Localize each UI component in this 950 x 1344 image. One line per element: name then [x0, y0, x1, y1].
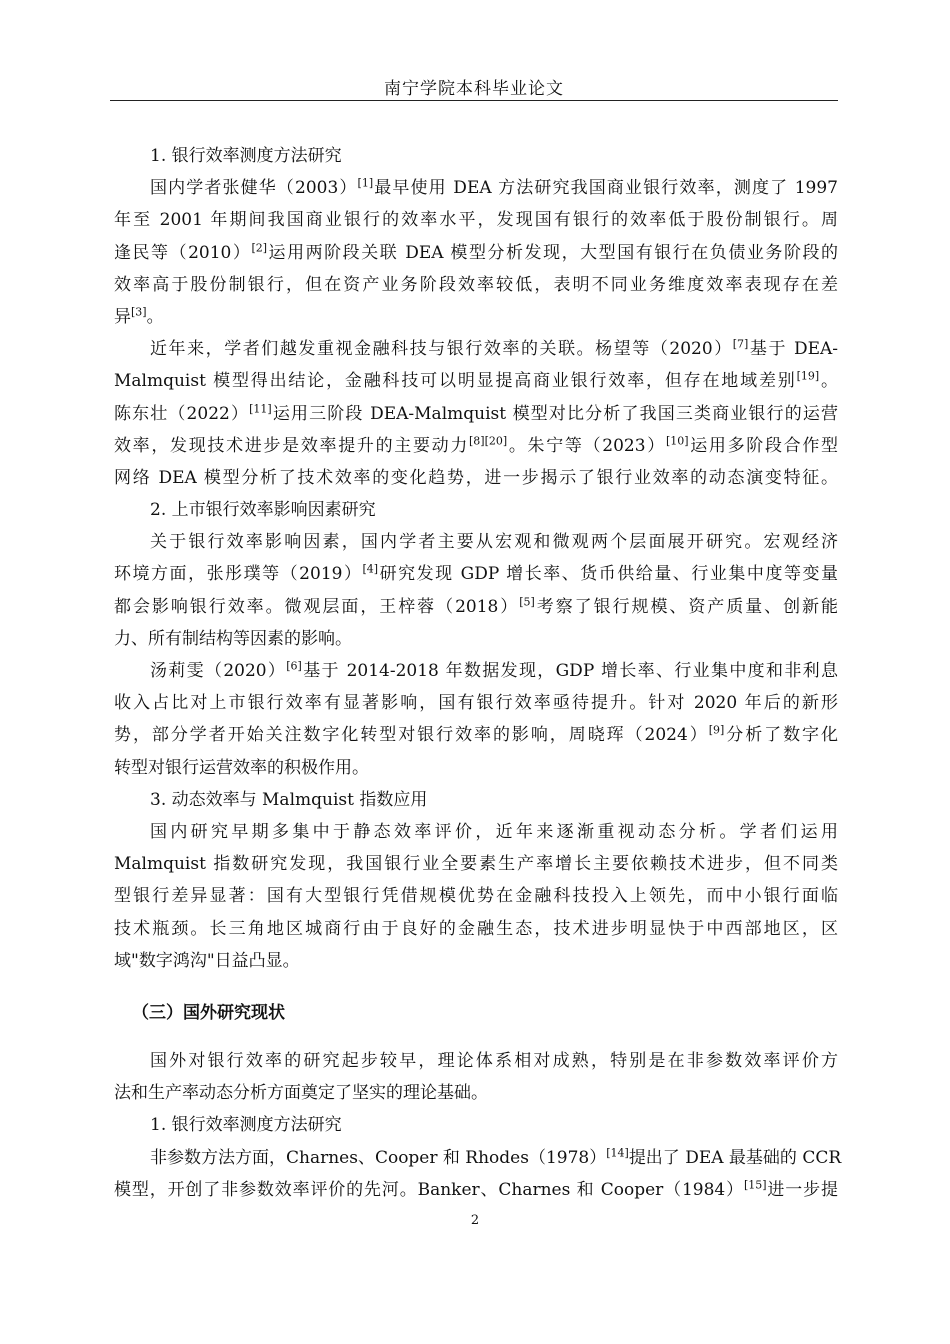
citation: [19] [796, 369, 820, 383]
citation: [1] [357, 176, 374, 190]
paragraph-line: 法和生产率动态分析方面奠定了坚实的理论基础。 [114, 1083, 488, 1104]
running-header: 南宁学院本科毕业论文 [384, 79, 564, 99]
citation: [3] [131, 305, 147, 319]
paragraph-line: 势，部分学者开始关注数字化转型对银行效率的影响，周晓珲（2024）[9]分析了数字化 [114, 723, 839, 746]
citation: [10] [665, 434, 689, 448]
paragraph-line: 都会影响银行效率。微观层面，王梓蓉（2018）[5]考察了银行规模、资产质量、创新能 [114, 594, 839, 617]
citation: [11] [249, 401, 272, 415]
paragraph-line: 模型，开创了非参数效率评价的先河。Banker、Charnes 和 Cooper（1984）[15]进一步提 [114, 1178, 838, 1200]
citation: [8][20] [469, 434, 508, 448]
citation: [2] [251, 240, 268, 254]
paragraph-line: 逢民等（2010）[2]运用两阶段关联 DEA 模型分析发现，大型国有银行在负债业务阶段的 [114, 240, 839, 263]
paragraph-line: 环境方面，张彤璞等（2019）[4]研究发现 GDP 增长率、货币供给量、行业集中度等变量 [114, 562, 838, 585]
paragraph-line: 效率，发现技术进步是效率提升的主要动力[8][20]。朱宁等（2023）[10]运用多阶段合作型 [114, 434, 839, 456]
paragraph-line: 近年来，学者们越发重视金融科技与银行效率的关联。杨望等（2020）[7]基于 DEA- [150, 337, 839, 360]
spacer [114, 977, 838, 997]
paragraph-line: 年至 2001 年期间我国商业银行的效率水平，发现国有银行的效率低于股份制银行。周 [114, 210, 838, 231]
paragraph-line: Malmquist 模型得出结论，金融科技可以明显提高商业银行效率，但存在地域差别[19]。 [114, 369, 839, 392]
paragraph-line: 收入占比对上市银行效率有显著影响，国有银行效率亟待提升。针对 2020 年后的新形 [114, 693, 838, 714]
citation: [14] [606, 1145, 629, 1159]
paragraph-line: 陈东壮（2022）[11]运用三阶段 DEA-Malmquist 模型对比分析了我国三类商业银行的运营 [114, 401, 838, 424]
paragraph-line: 非参数方法方面，Charnes、Cooper 和 Rhodes（1978）[14]提出了 DEA 最基础的 CCR [150, 1145, 842, 1168]
paragraph-line: 汤莉雯（2020）[6]基于 2014-2018 年数据发现，GDP 增长率、行业集中度和非利息 [150, 659, 838, 681]
subsection-heading: 3. 动态效率与 Malmquist 指数应用 [150, 789, 428, 810]
subsection-heading: 1. 银行效率测度方法研究 [150, 146, 342, 166]
paragraph-line: 关于银行效率影响因素，国内学者主要从宏观和微观两个层面展开研究。宏观经济 [150, 532, 838, 553]
citation: [15] [743, 1178, 767, 1192]
citation: [6] [286, 659, 302, 673]
citation: [7] [732, 337, 749, 351]
citation: [4] [362, 562, 379, 576]
paragraph-line: 转型对银行运营效率的积极作用。 [114, 757, 369, 778]
paragraph-line: 效率高于股份制银行，但在资产业务阶段效率较低，表明不同业务维度效率表现存在差 [114, 274, 838, 295]
section-heading: （三）国外研究现状 [132, 1002, 285, 1023]
paragraph-line: 型银行差异显著：国有大型银行凭借规模优势在金融科技投入上领先，而中小银行面临 [114, 886, 838, 907]
spacer [114, 1029, 838, 1045]
paragraph-line: 国外对银行效率的研究起步较早，理论体系相对成熟，特别是在非参数效率评价方 [150, 1051, 838, 1072]
paragraph-line: 国内学者张健华（2003）[1]最早使用 DEA 方法研究我国商业银行效率，测度了 1997 [150, 176, 838, 199]
paragraph-line: 域"数字鸿沟"日益凸显。 [114, 950, 300, 971]
paragraph-line: 技术瓶颈。长三角地区城商行由于良好的金融生态，技术进步明显快于中西部地区，区 [114, 918, 838, 939]
paragraph-line: 国内研究早期多集中于静态效率评价，近年来逐渐重视动态分析。学者们运用 [150, 821, 838, 842]
document-body [114, 140, 842, 1206]
subsection-heading: 2. 上市银行效率影响因素研究 [150, 500, 376, 521]
paragraph-line: 异[3]。 [114, 305, 164, 327]
citation: [5] [519, 594, 535, 608]
citation: [9] [708, 723, 725, 737]
header-rule [110, 100, 838, 101]
paragraph-line: Malmquist 指数研究发现，我国银行业全要素生产率增长主要依赖技术进步，但不同类 [114, 854, 838, 875]
paragraph-line: 力、所有制结构等因素的影响。 [114, 628, 352, 649]
page-number: 2 [470, 1213, 480, 1228]
subsection-heading: 1. 银行效率测度方法研究 [150, 1115, 342, 1136]
paragraph-line: 网络 DEA 模型分析了技术效率的变化趋势，进一步揭示了银行业效率的动态演变特征。 [114, 467, 838, 488]
